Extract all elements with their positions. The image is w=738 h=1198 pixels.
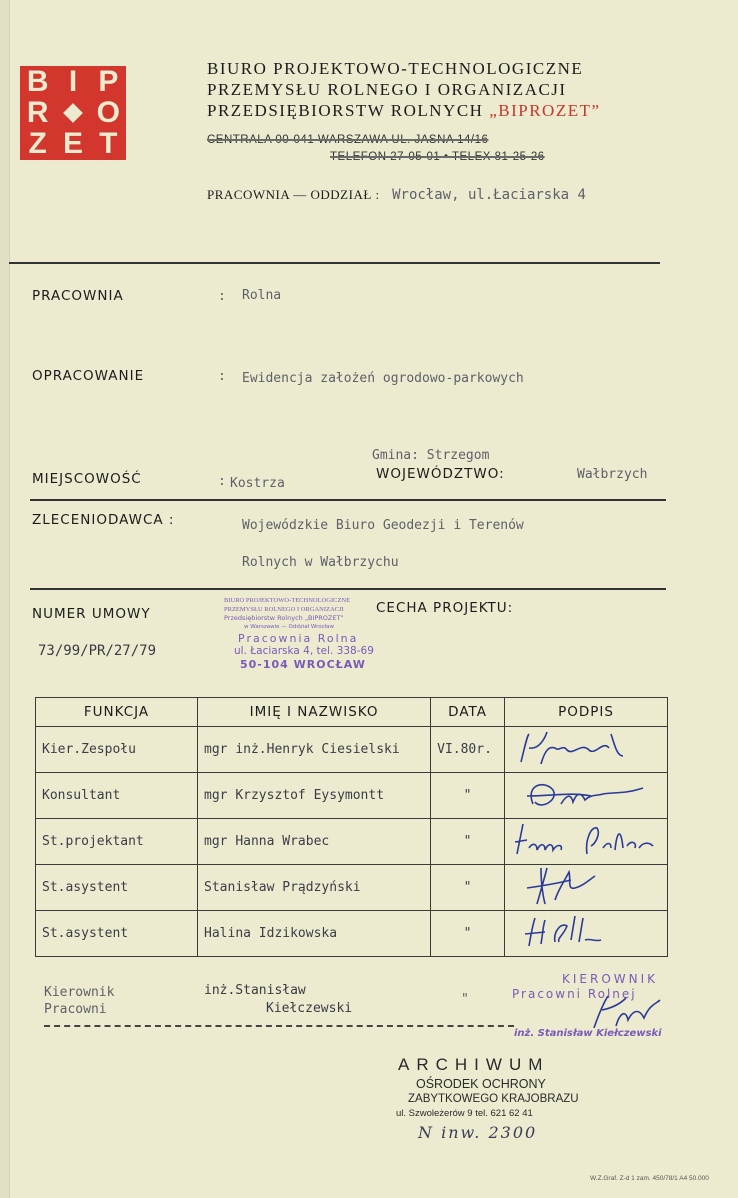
archive-title: ARCHIWUM — [398, 1055, 550, 1074]
cell-podpis — [504, 819, 667, 865]
header-funkcja: FUNKCJA — [36, 698, 198, 727]
cell-funkcja: Konsultant — [36, 773, 198, 819]
handwritten-signature — [511, 774, 651, 814]
logo-letter: P — [98, 64, 119, 98]
kierownik-function-2: Pracowni — [44, 1002, 107, 1017]
handwritten-signature — [511, 728, 651, 768]
logo-letter: I — [68, 64, 78, 98]
archive-line-2: OŚRODEK OCHRONY — [416, 1077, 546, 1091]
header-nazwisko: IMIĘ I NAZWISKO — [198, 698, 431, 727]
org-line-2: PRZEMYSŁU ROLNEGO I ORGANIZACJI — [207, 80, 567, 99]
opracowanie-colon: : — [218, 369, 226, 384]
table-row — [36, 727, 668, 773]
header-data: DATA — [431, 698, 505, 727]
divider-3 — [30, 588, 666, 590]
divider-2 — [30, 499, 666, 501]
office-stamp — [224, 596, 424, 671]
logo-letter: Z — [28, 127, 47, 161]
archive-stamp — [386, 1055, 579, 1142]
handwritten-signature — [511, 912, 651, 952]
print-code: W.Z.Graf. Z-d 1 zam. 450/78/1 A4 50.000 — [590, 1175, 709, 1182]
cecha-projektu-label: CECHA PROJEKTU: — [376, 600, 514, 616]
cell-funkcja: St.asystent — [36, 865, 198, 911]
handwritten-signature — [511, 866, 651, 906]
wojewodztwo-value: Wałbrzych — [577, 467, 648, 482]
cell-data: " — [431, 773, 505, 819]
kierownik-stamp-title: KIEROWNIK — [562, 972, 659, 986]
miejscowosc-colon: : — [218, 474, 226, 489]
cell-nazwisko: Halina Idzikowska — [198, 911, 431, 957]
numer-umowy-label: NUMER UMOWY — [32, 606, 151, 622]
kierownik-name-2: Kiełczewski — [266, 1001, 353, 1016]
cell-podpis — [504, 727, 667, 773]
table-header-row — [36, 698, 668, 727]
office-row — [207, 186, 586, 204]
handwritten-signature — [511, 820, 661, 860]
table-row — [36, 819, 668, 865]
stamp-line-3: Przedsiębiorstw Rolnych „BIPROZET” — [224, 614, 344, 622]
wojewodztwo-label: WOJEWÓDZTWO: — [376, 466, 505, 482]
archive-line-3: ZABYTKOWEGO KRAJOBRAZU — [408, 1093, 579, 1105]
zleceniodawca-label: ZLECENIODAWCA : — [32, 512, 175, 528]
cell-nazwisko: Stanisław Prądzyński — [198, 865, 431, 911]
opracowanie-value: Ewidencja założeń ogrodowo-parkowych — [242, 371, 524, 386]
org-line-3 — [207, 100, 601, 121]
logo-letter: R — [26, 95, 49, 129]
binding-strip — [0, 0, 10, 1198]
kierownik-stamp-office: Pracowni Rolnej — [512, 987, 637, 1001]
brand-name: „BIPROZET” — [489, 101, 601, 120]
cell-data: " — [431, 911, 505, 957]
stamp-line-1: BIURO PROJEKTOWO-TECHNOLOGICZNE — [224, 597, 351, 604]
kierownik-date: " — [461, 992, 469, 1007]
miejscowosc-label: MIEJSCOWOŚĆ — [32, 471, 142, 487]
organization-name — [207, 58, 601, 121]
cell-data: VI.80r. — [431, 727, 505, 773]
archive-line-4: ul. Szwoleżerów 9 tel. 621 62 41 — [396, 1108, 533, 1119]
header-divider — [9, 262, 660, 264]
stamp-line-6: ul. Łaciarska 4, tel. 338-69 — [234, 645, 374, 657]
pracownia-label: PRACOWNIA — [32, 288, 124, 304]
signature-table — [35, 697, 668, 957]
kierownik-signature — [586, 992, 676, 1032]
cell-funkcja: Kier.Zespołu — [36, 727, 198, 773]
cell-nazwisko: mgr Hanna Wrabec — [198, 819, 431, 865]
pracownia-colon: : — [218, 289, 226, 304]
kierownik-name-1: inż.Stanisław — [204, 983, 306, 998]
cell-nazwisko: mgr Krzysztof Eysymontt — [198, 773, 431, 819]
kierownik-stamp-name: inż. Stanisław Kiełczewski — [514, 1028, 662, 1039]
miejscowosc-value: Kostrza — [230, 476, 285, 491]
cell-podpis — [504, 911, 667, 957]
stamp-line-2: PRZEMYSŁU ROLNEGO I ORGANIZACJI — [224, 606, 344, 613]
zleceniodawca-line-1: Wojewódzkie Biuro Geodezji i Terenów — [242, 518, 524, 533]
archive-handwritten-number: N inw. 2300 — [418, 1123, 538, 1142]
address-line-1: CENTRALA 00-041 WARSZAWA UL. JASNA 14/16 — [207, 134, 489, 146]
stamp-line-4: w Warszawie — Oddział Wrocław — [244, 624, 335, 630]
kierownik-function-1: Kierownik — [44, 985, 115, 1000]
gmina-value: Gmina: Strzegom — [372, 448, 490, 463]
opracowanie-label: OPRACOWANIE — [32, 368, 145, 384]
pracownia-value: Rolna — [242, 288, 282, 303]
office-label: PRACOWNIA — ODDZIAŁ : — [207, 187, 380, 202]
cell-podpis — [504, 773, 667, 819]
biprozet-logo — [20, 66, 126, 160]
table-row — [36, 865, 668, 911]
logo-letter: T — [99, 127, 118, 161]
table-row — [36, 911, 668, 957]
cell-funkcja: St.asystent — [36, 911, 198, 957]
cell-nazwisko: mgr inż.Henryk Ciesielski — [198, 727, 431, 773]
cell-funkcja: St.projektant — [36, 819, 198, 865]
logo-letter: O — [96, 95, 120, 129]
numer-umowy-value: 73/99/PR/27/79 — [38, 643, 157, 659]
office-value: Wrocław, ul.Łaciarska 4 — [392, 187, 586, 203]
logo-diamond-icon — [55, 97, 90, 128]
stamp-line-7: 50-104 WROCŁAW — [240, 658, 366, 671]
org-line-1: BIURO PROJEKTOWO-TECHNOLOGICZNE — [207, 59, 584, 78]
zleceniodawca-line-2: Rolnych w Wałbrzychu — [242, 555, 399, 570]
cell-data: " — [431, 865, 505, 911]
table-row — [36, 773, 668, 819]
cell-podpis — [504, 865, 667, 911]
logo-letter: B — [26, 64, 49, 98]
logo-letter: E — [62, 127, 83, 161]
stamp-line-5: Pracownia Rolna — [238, 632, 359, 645]
address-line-2: TELEFON 27-05-01 • TELEX 81-25-26 — [330, 151, 545, 163]
cell-data: " — [431, 819, 505, 865]
org-line-3-text: PRZEDSIĘBIORSTW ROLNYCH — [207, 101, 490, 120]
header-podpis: PODPIS — [504, 698, 667, 727]
bottom-divider — [44, 1025, 514, 1027]
